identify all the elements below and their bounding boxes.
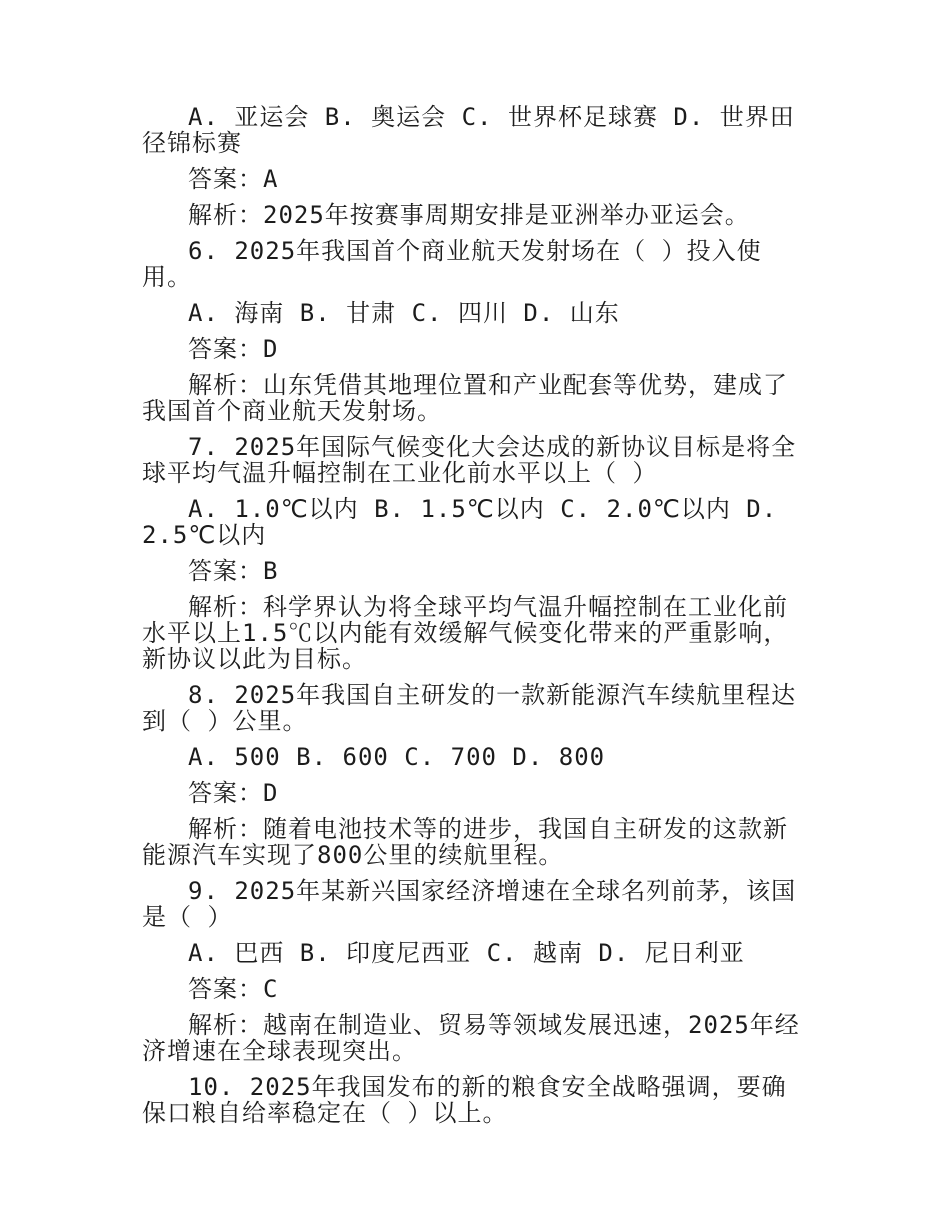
question-7: 7. 2025年国际气候变化大会达成的新协议目标是将全球平均气温升幅控制在工业化前水平以上（ ） — [142, 433, 797, 487]
question-9: 9. 2025年某新兴国家经济增速在全球名列前茅，该国是（ ） — [142, 877, 797, 931]
answer-line: 答案：C — [188, 975, 279, 1003]
analysis-paragraph: 解析：科学界认为将全球平均气温升幅控制在工业化前水平以上1.5℃以内能有效缓解气候变化带来的严重影响，新协议以此为目标。 — [142, 593, 789, 673]
question-6: 6. 2025年我国首个商业航天发射场在（ ）投入使用。 — [142, 237, 762, 291]
options-line: A. 亚运会 B. 奥运会 C. 世界杯足球赛 D. 世界田径锦标赛 — [142, 103, 795, 157]
analysis-paragraph: 解析：随着电池技术等的进步，我国自主研发的这款新能源汽车实现了800公里的续航里程。 — [142, 815, 788, 869]
answer-line: 答案：D — [188, 779, 279, 807]
analysis-paragraph: 解析：2025年按赛事周期安排是亚洲举办亚运会。 — [188, 201, 750, 229]
options-line: A. 500 B. 600 C. 700 D. 800 — [188, 743, 606, 771]
analysis-paragraph: 解析：山东凭借其地理位置和产业配套等优势，建成了我国首个商业航天发射场。 — [142, 371, 788, 425]
answer-line: 答案：D — [188, 335, 279, 363]
question-10: 10. 2025年我国发布的新的粮食安全战略强调，要确保口粮自给率稳定在（ ）以上。 — [142, 1073, 787, 1127]
answer-line: 答案：B — [188, 557, 279, 585]
answer-line: 答案：A — [188, 165, 279, 193]
document-body — [142, 104, 807, 1136]
options-line: A. 巴西 B. 印度尼西亚 C. 越南 D. 尼日利亚 — [188, 939, 745, 967]
options-line: A. 海南 B. 甘肃 C. 四川 D. 山东 — [188, 299, 620, 327]
options-line: A. 1.0℃以内 B. 1.5℃以内 C. 2.0℃以内 D. 2.5℃以内 — [142, 495, 778, 549]
question-8: 8. 2025年我国自主研发的一款新能源汽车续航里程达到（ ）公里。 — [142, 681, 797, 735]
analysis-paragraph: 解析：越南在制造业、贸易等领域发展迅速，2025年经济增速在全球表现突出。 — [142, 1011, 800, 1065]
